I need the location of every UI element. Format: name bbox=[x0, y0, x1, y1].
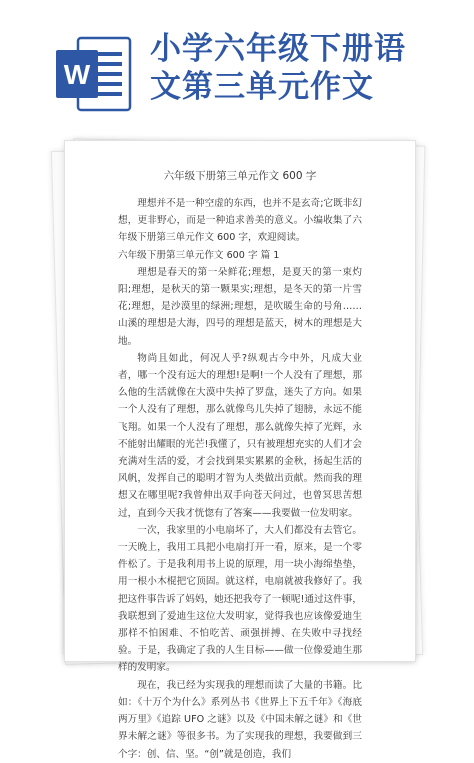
document-title: 六年级下册第三单元作文 600 字 bbox=[163, 170, 317, 182]
paragraph: 一次，我家里的小电扇坏了，大人们都没有去管它。一天晚上，我用工具把小电扇打开一看，原来，是一个零件松了。于是我利用书上说的原理，用一块小海绵垫垫，用一根小木棍把它顶固。就这样，电扇就被我修好了。我把这件事告诉了妈妈，她还把我夸了一顿呢!通过这件事，我联想到了爱迪生这位大发明家，觉得我也应该像爱迪生那样不怕困难、不怕吃苦、顽强拼搏、在失败中寻找经验。于是，我确定了我的人生目标——做一位像爱迪生那样的发明家。 bbox=[118, 524, 362, 674]
paragraph: 理想是春天的第一朵鲜花;理想，是夏天的第一束灼阳;理想，是秋天的第一颗果实;理想，是冬天的第一片雪花;理想，是沙漠里的绿洲;理想，是吹暖生命的号角……山溪的理想是大海，四号的理想是蓝天，树木的理想是大地。 bbox=[118, 266, 362, 347]
intro-paragraph: 理想并不是一种空虚的东西，也并不是玄奇;它既非幻想，更非野心，而是一种追求善美的意义。小编收集了六年级下册第三单元作文 600 字，欢迎阅读。 bbox=[118, 198, 362, 244]
word-icon-letter: W bbox=[63, 59, 91, 90]
section-heading: 六年级下册第三单元作文 600 字 篇 1 bbox=[118, 249, 280, 261]
paragraph: 现在，我已经为实现我的理想而读了大量的书籍。比如：《十万个为什么》系列丛书《世界上下五千年》《海底两万里》《追踪 UFO 之谜》以及《中国未解之谜》和《世界未解之谜》等很多书。为了实现我的理想，我要做到三个字：创、信、坚。“创”就是创造，我们 bbox=[118, 679, 362, 760]
title-banner bbox=[0, 0, 474, 122]
banner-title bbox=[150, 30, 470, 106]
banner-title-line-1: 小学六年级下册语 bbox=[150, 31, 406, 67]
document-preview bbox=[64, 140, 414, 760]
paragraph: 物尚且如此，何况人乎?纵观古今中外，凡成大业者，哪一个没有远大的理想!是啊!一个人没有了理想，那么他的生活就像在大漠中失掉了罗盘，迷失了方向。如果一个人没有了理想，那么就像鸟儿失掉了翅膀，永远不能飞翔。如果一个人没有了理想，那么就像失掉了光辉，永不能射出耀眼的光芒!我懂了，只有被理想充实的人们才会充满对生活的爱，才会找到果实累累的金秋，扬起生活的风帆，发挥自己的聪明才智为人类做出贡献。然而我的理想又在哪里呢?我曾伸出双手向苍天问过，也曾冥思苦想过，直到今天我才恍惚有了答案——我要做一位发明家。 bbox=[118, 352, 362, 519]
banner-title-line-2: 文第三单元作文 bbox=[150, 69, 374, 105]
document-body bbox=[118, 169, 362, 763]
word-document-icon bbox=[52, 32, 136, 116]
document-page bbox=[64, 140, 416, 760]
